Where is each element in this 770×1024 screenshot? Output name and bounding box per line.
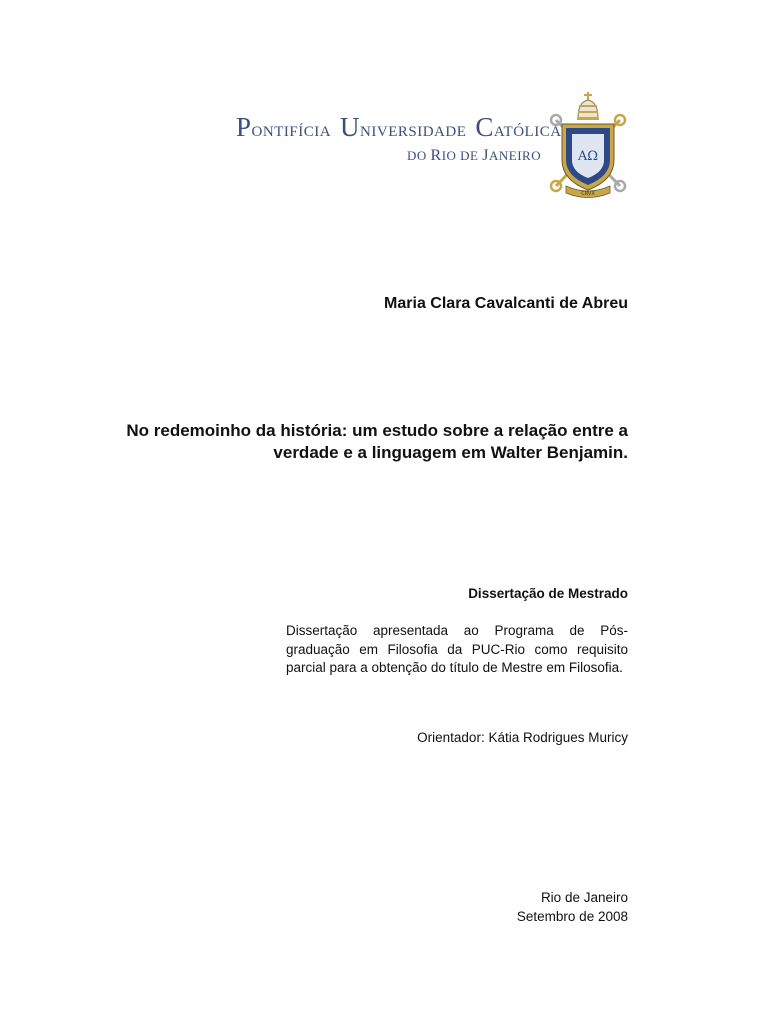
date: Setembro de 2008 xyxy=(516,908,628,924)
shield-icon xyxy=(562,124,614,190)
institution-line-2: DO RIO DE JANEIRO xyxy=(407,147,542,164)
university-crest-icon xyxy=(548,90,628,200)
svg-text:CRVX: CRVX xyxy=(581,191,595,197)
institution-word-pontificia: P ONTIFÍCIA xyxy=(236,112,332,142)
institution-word-universidade: U NIVERSIDADE xyxy=(340,112,467,142)
advisor: Orientador: Kátia Rodrigues Muricy xyxy=(417,730,628,745)
institution-name xyxy=(236,112,562,164)
dissertation-title: No redemoinho da história: um estudo sobre a relação entre a verdade e a linguagem em Walter Benjamin. xyxy=(126,421,628,462)
author-name: Maria Clara Cavalcanti de Abreu xyxy=(384,295,628,312)
place: Rio de Janeiro xyxy=(540,890,628,905)
institution-word-catolica: C ATÓLICA xyxy=(475,112,562,142)
place-and-date xyxy=(517,889,628,926)
degree-type: Dissertação de Mestrado xyxy=(468,586,628,601)
dissertation-description: Dissertação apresentada ao Programa de Pós-graduação em Filosofia da PUC-Rio como requisito parcial para a obtenção do título de Mestre em Filosofia. xyxy=(286,623,628,675)
institution-line-1 xyxy=(236,112,562,143)
tiara-icon xyxy=(577,92,599,120)
svg-text:AΩ: AΩ xyxy=(577,149,599,164)
